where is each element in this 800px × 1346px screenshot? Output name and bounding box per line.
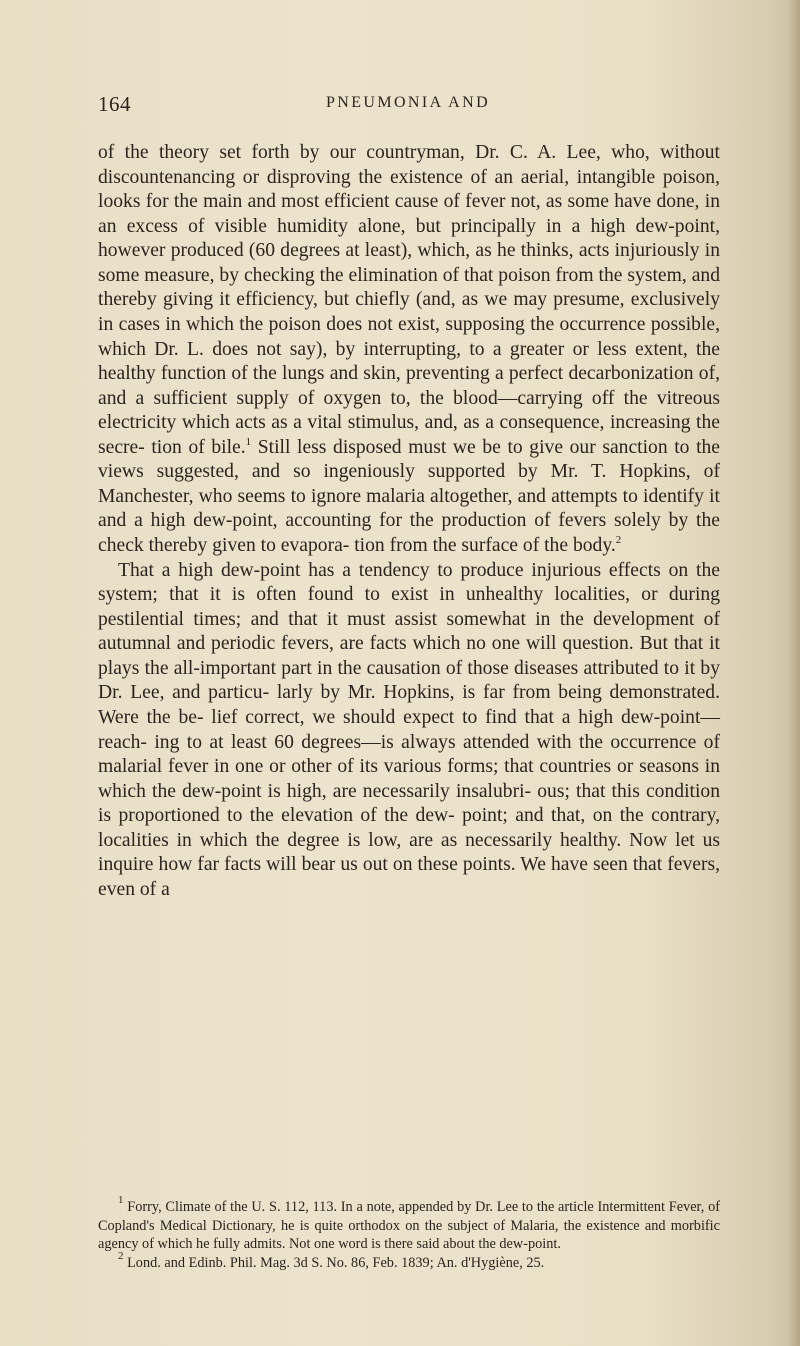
footnote-ref-2: 2 [615, 534, 622, 546]
paragraph-1-text-a: of the theory set forth by our countryman, Dr. C. A. Lee, who, without discountenancing or disproving the existence of an aerial, intangible poison, looks for the main and most efficient cause of fever not, as some have done, in an excess of visible humidity alone, but principally in a high dew-point, however produced (60 degrees at least), which, as he thinks, acts injuriously in some measure, by checking the elimination of that poison from the system, and thereby giving it efficiency, but chiefly (and, as we may presume, exclusively in cases in which the poison does not exist, supposing the occurrence possible, which Dr. L. does not say), by interrupting, to a greater or less extent, the healthy function of the lungs and skin, preventing a perfect decarbonization of, and a sufficient supply of oxygen to, the blood—carrying off the vitreous electricity which acts as a vital stimulus, and, as a consequence, increasing the secre- tion of bile. [98, 142, 720, 458]
footnote-ref-1: 1 [245, 435, 252, 448]
footnote-2-text: Lond. and Edinb. Phil. Mag. 3d S. No. 86, Feb. 1839; An. d'Hygiène, 25. [123, 1254, 545, 1271]
paragraph-1-text-b: Still less disposed must we be to give our sanction to the views suggested, and so ingeniously supported by Mr. T. Hopkins, of Manchester, who seems to ignore malaria altogether, and attempts to identify it and a high dew-point, accounting for the production of fevers solely by the check thereby given to evapora- tion from the surface of the body. [98, 436, 721, 556]
page-number: 164 [98, 92, 131, 116]
footnote-1 [98, 1194, 720, 1254]
footnote-1-text: Forry, Climate of the U. S. 112, 113. In a note, appended by Dr. Lee to the article Intermittent Fever, of Copland's Medical Dictionary, he is quite orthodox on the subject of Malaria, the existence and morbific agency of which he fully admits. Not one word is there said about the dew-point. [98, 1199, 720, 1253]
footnote-2 [98, 1249, 720, 1273]
running-head: PNEUMONIA AND [325, 94, 491, 111]
page-edge-shadow [788, 0, 800, 1346]
body-text [98, 141, 720, 902]
paragraph-2: That a high dew-point has a tendency to produce injurious effects on the system; that it is often found to exist in unhealthy localities, or during pestilential times; and that it must assist somewhat in the development of autumnal and periodic fevers, are facts which no one will question. But that it plays the all-important part in the causation of those diseases attributed to it by Dr. Lee, and particu- larly by Mr. Hopkins, is far from being demonstrated. Were the be- lief correct, we should expect to find that a high dew-point—reach- ing to at least 60 degrees—is always attended with the occurrence of malarial fever in one or other of its various forms; that countries or seasons in which the dew-point is high, are necessarily insalubri- ous; that this condition is proportioned to the elevation of the dew- point; and that, on the contrary, localities in which the degree is low, are as necessarily healthy. Now let us inquire how far facts will bear us out on these points. We have seen that fevers, even of a [98, 559, 720, 900]
footnotes [98, 1194, 720, 1272]
paragraph-1 [98, 141, 720, 559]
footnote-1-mark: 1 [118, 1194, 124, 1206]
footnote-2-mark: 2 [118, 1249, 124, 1262]
page-header [98, 92, 718, 116]
